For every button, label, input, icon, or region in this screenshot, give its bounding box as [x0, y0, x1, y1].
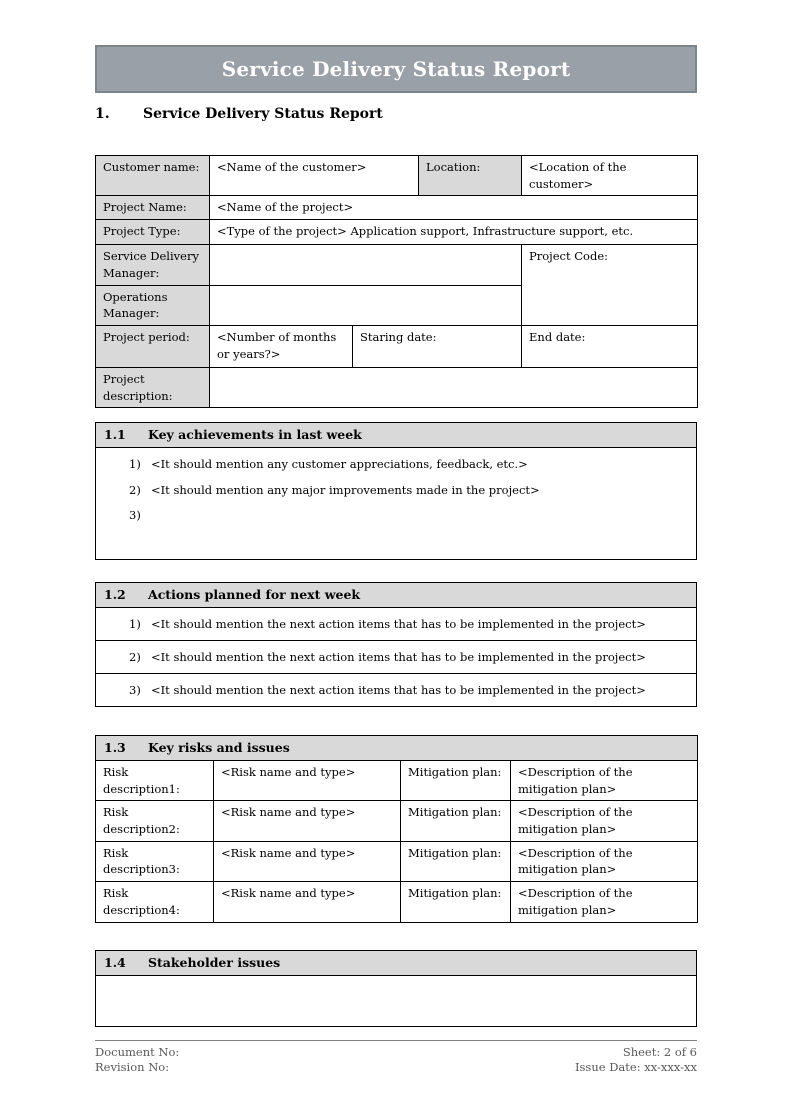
project-period-label: Project period: [96, 326, 210, 368]
mitigation-plan-value: <Description of the mitigation plan> [511, 841, 698, 881]
table-row [96, 674, 697, 707]
project-type-label: Project Type: [96, 220, 210, 245]
table-row [96, 801, 698, 841]
item-number: 2) [129, 482, 141, 497]
item-number: 3) [129, 682, 141, 697]
section-1-3-key-risks [95, 735, 698, 923]
mitigation-plan-value: <Description of the mitigation plan> [511, 882, 698, 922]
mitigation-plan-value: <Description of the mitigation plan> [511, 801, 698, 841]
section-body [96, 448, 697, 560]
project-info-table [95, 155, 698, 408]
table-row [96, 245, 698, 285]
sheet-number: Sheet: 2 of 6 [622, 1045, 697, 1059]
item-text: <It should mention the next action items that has to be implemented in the project> [151, 649, 646, 664]
risk-description-label: Risk description4: [96, 882, 214, 922]
risk-description-label: Risk description2: [96, 801, 214, 841]
section-header [96, 583, 697, 608]
table-row [96, 841, 698, 881]
table-row [96, 882, 698, 922]
list-item [103, 507, 689, 524]
table-row [96, 326, 698, 368]
end-date-label: End date: [522, 326, 698, 368]
risk-description-label: Risk description3: [96, 841, 214, 881]
section-number: 1.1 [104, 427, 126, 442]
list-item [103, 482, 689, 499]
risk-name-value: <Risk name and type> [214, 882, 401, 922]
item-text: <It should mention any customer appreciations, feedback, etc.> [151, 457, 528, 472]
table-row [96, 761, 698, 801]
project-type-value: <Type of the project> Application support, Infrastructure support, etc. [210, 220, 698, 245]
project-period-value: <Number of months or years?> [210, 326, 353, 368]
stakeholder-issues-body [96, 976, 697, 1027]
project-description-value [210, 368, 698, 408]
section-1-heading [95, 106, 383, 122]
revision-no-label: Revision No: [95, 1060, 170, 1074]
section-title: Stakeholder issues [148, 955, 281, 970]
customer-name-value: <Name of the customer> [210, 156, 419, 196]
page-footer [95, 1040, 697, 1075]
heading-number: 1. [95, 106, 110, 122]
section-number: 1.2 [104, 587, 126, 602]
item-number: 2) [129, 649, 141, 664]
section-header [96, 951, 697, 976]
operations-manager-label: Operations Manager: [96, 285, 210, 325]
item-number: 3) [129, 508, 141, 523]
section-title: Key risks and issues [148, 740, 290, 755]
item-number: 1) [129, 457, 141, 472]
operations-manager-value [210, 285, 522, 325]
mitigation-plan-label: Mitigation plan: [401, 761, 511, 801]
table-row [96, 156, 698, 196]
section-1-2-actions-planned [95, 582, 697, 707]
section-number: 1.3 [104, 740, 126, 755]
document-no-label: Document No: [95, 1045, 180, 1059]
table-row [96, 368, 698, 408]
issue-date: Issue Date: xx-xxx-xx [574, 1060, 697, 1074]
project-description-label: Project description: [96, 368, 210, 408]
item-text: <It should mention any major improvements made in the project> [151, 482, 540, 497]
table-row [96, 196, 698, 220]
mitigation-plan-value: <Description of the mitigation plan> [511, 761, 698, 801]
footer-left [95, 1045, 179, 1075]
mitigation-plan-label: Mitigation plan: [401, 841, 511, 881]
project-name-value: <Name of the project> [210, 196, 698, 220]
section-header [96, 736, 698, 761]
section-number: 1.4 [104, 955, 126, 970]
list-item [103, 456, 689, 473]
document-title-banner [95, 45, 697, 93]
section-title: Key achievements in last week [148, 427, 362, 442]
project-name-label: Project Name: [96, 196, 210, 220]
service-delivery-manager-value [210, 245, 522, 285]
location-value: <Location of the customer> [522, 156, 698, 196]
item-text: <It should mention the next action items that has to be implemented in the project> [151, 616, 646, 631]
service-delivery-manager-label: Service Delivery Manager: [96, 245, 210, 285]
customer-name-label: Customer name: [96, 156, 210, 196]
section-1-1-key-achievements [95, 422, 697, 560]
section-1-4-stakeholder-issues [95, 950, 697, 1027]
section-header [96, 423, 697, 448]
starting-date-label: Staring date: [353, 326, 522, 368]
mitigation-plan-label: Mitigation plan: [401, 801, 511, 841]
location-label: Location: [419, 156, 522, 196]
risk-name-value: <Risk name and type> [214, 761, 401, 801]
item-number: 1) [129, 616, 141, 631]
risk-name-value: <Risk name and type> [214, 841, 401, 881]
risk-description-label: Risk description1: [96, 761, 214, 801]
table-row [96, 641, 697, 674]
section-title: Actions planned for next week [148, 587, 361, 602]
mitigation-plan-label: Mitigation plan: [401, 882, 511, 922]
project-code-label: Project Code: [522, 245, 698, 326]
risk-name-value: <Risk name and type> [214, 801, 401, 841]
footer-right [575, 1045, 697, 1075]
table-row [96, 608, 697, 641]
section-body [96, 976, 697, 1027]
item-text: <It should mention the next action items that has to be implemented in the project> [151, 682, 646, 697]
heading-title: Service Delivery Status Report [143, 106, 383, 122]
table-row [96, 220, 698, 245]
document-title: Service Delivery Status Report [221, 57, 571, 81]
